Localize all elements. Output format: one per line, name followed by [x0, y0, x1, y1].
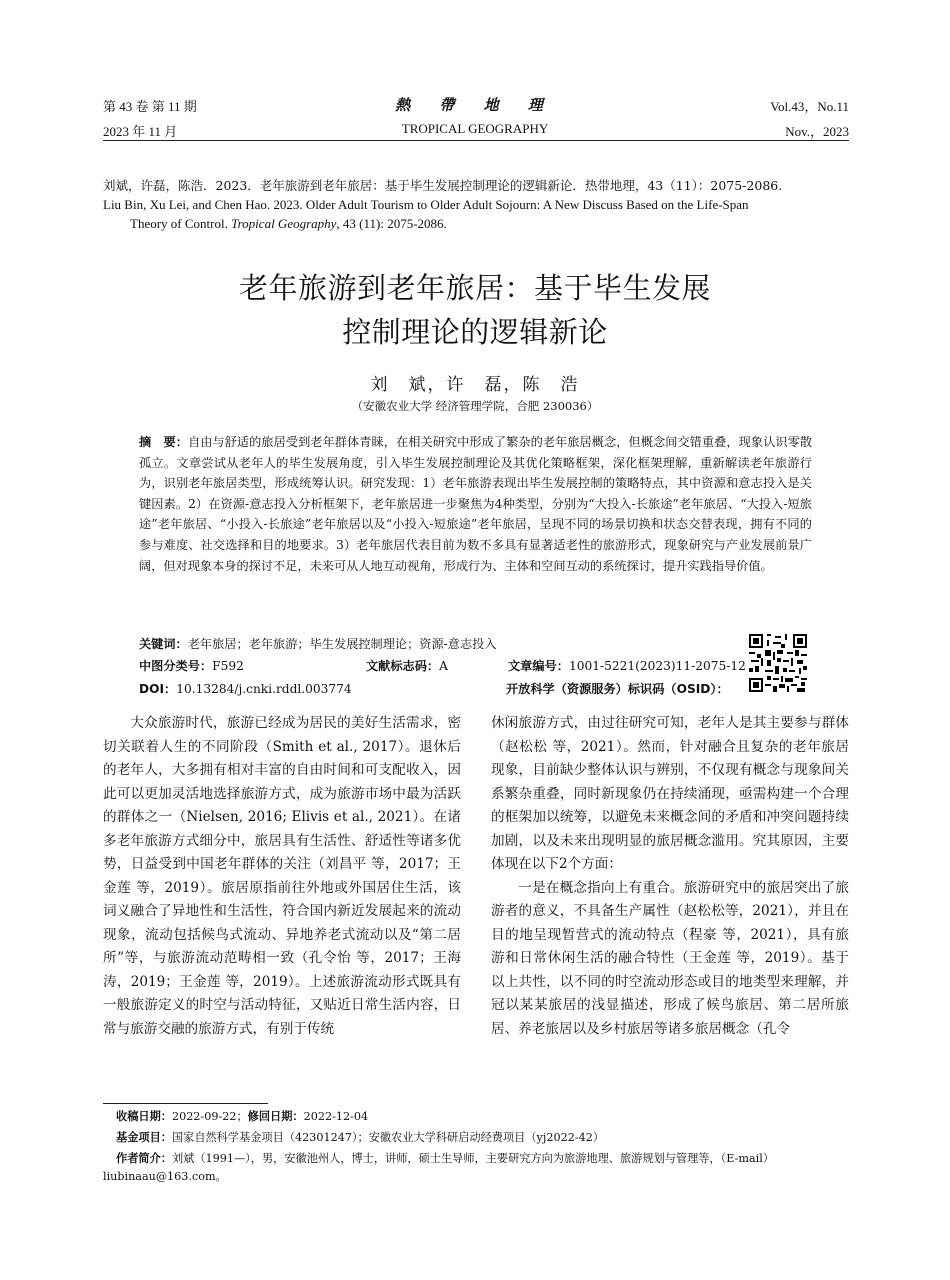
- body-paragraph-continued: 休闲旅游方式，由过往研究可知，老年人是其主要参与群体（赵松松 等，2021）。然而，针对融合且复杂的老年旅居现象，目前缺少整体认识与辨别，不仅现有概念与现象间关系繁杂重叠，同时新现象仍在持续涌现，亟需构建一个合理的框架加以统筹，以避免未来概念间的矛盾和冲突问题持续加剧，以及未来出现明显的旅居概念滥用。究其原因，主要体现在以下2个方面：: [491, 715, 849, 872]
- footnote-rule: [103, 1103, 268, 1104]
- body-paragraph: 一是在概念指向上有重合。旅游研究中的旅居突出了旅游者的意义，不具备生产属性（赵松松等，2021），并且在目的地呈现暂营式的流动特点（程豪 等，2021），具有旅游和日常休闲生活的融合特性（王金莲 等，2019）。基于以上共性，以不同的时空流动形态或目的地类型来理解，并冠以某某旅居的浅显描述，形成了候鸟旅居、第二居所旅居、养老旅居以及乡村旅居等诸多旅居概念（孔令: [491, 879, 849, 1037]
- journal-name-en: TROPICAL GEOGRAPHY: [401, 121, 549, 136]
- abstract-label: 摘 要：: [139, 435, 188, 449]
- footnote-dates: 收稿日期：2022-09-22；修回日期：2022-12-04: [116, 1110, 369, 1123]
- abstract-text: 自由与舒适的旅居受到老年群体青睐，在相关研究中形成了繁杂的老年旅居概念，但概念间交错重叠，现象认识零散孤立。文章尝试从老年人的毕生发展角度，引入毕生发展控制理论及其优化策略框架，深化框架理解，重新解读老年旅游行为，识别老年旅居类型，形成统筹认识。研究发现：1）老年旅游表现出毕生发展控制的策略特点，其中资源和意志投入是关键因素。2）在资源-意志投入分析框架下，老年旅居进一步聚焦为4种类型，分别为“大投入-长旅途”老年旅居、“大投入-短旅途”老年旅居、“小投入-长旅途”老年旅居以及“小投入-短旅途”老年旅居，呈现不同的场景切换和状态交替表现，拥有不同的参与难度、社交选择和目的地要求。3）老年旅居代表目前为数不多具有显著适老性的旅游形式，现象研究与产业发展前景广阔，但对现象本身的探讨不足，未来可从人地互动视角，形成行为、主体和空间互动的系统探讨，提升实践指导价值。: [139, 435, 813, 573]
- citation-en-line2: Theory of Control. Tropical Geography, 43 (11): 2075-2086.: [130, 216, 447, 231]
- article-number: 文章编号：1001-5221(2023)11-2075-12: [508, 659, 746, 673]
- document-code: 文献标志码：A: [366, 659, 448, 673]
- footnote-author-email: liubinaau@163.com。: [103, 1170, 227, 1183]
- journal-name-cn: 熱 帶 地 理: [395, 96, 555, 114]
- qr-code-icon[interactable]: [749, 634, 807, 692]
- authors: 刘 斌，许 磊，陈 浩: [370, 375, 580, 395]
- body-paragraph: 大众旅游时代，旅游已经成为居民的美好生活需求，密切关联着人生的不同阶段（Smith et al., 2017）。退休后的老年人，大多拥有相对丰富的自由时间和可支配收入，因此可以更加灵活地选择旅游方式，成为旅游市场中最为活跃的群体之一（Nielsen, 2016; Elivis et al., 2021）。在诸多老年旅游方式细分中，旅居具有生活性、舒适性等诸多优势，日益受到中国老年群体的关注（刘昌平 等，2017；王金莲 等，2019）。旅居原指前往外地或外国居住生活，该词义融合了异地性和生活性，符合国内新近发展起来的流动现象，流动包括候鸟式流动、异地养老式流动以及“第二居所”等，与旅游流动范畴相一致（孔令怡 等，2017；王海涛，2019；王金莲 等，2019）。上述旅游流动形式既具有一般旅游定义的时空与活动特征，又贴近日常生活内容，日常与旅游交融的旅游方式，有别于传统: [103, 715, 461, 1037]
- volume-issue-cn: 第 43 卷 第 11 期: [103, 99, 197, 114]
- clc-number: 中图分类号：F592: [139, 659, 244, 673]
- body-left-column: [103, 712, 461, 1041]
- affiliation: （安徽农业大学 经济管理学院，合肥 230036）: [351, 399, 599, 413]
- citation-en-line1: Liu Bin, Xu Lei, and Chen Hao. 2023. Older Adult Tourism to Older Adult Sojourn: A New Discuss Based on the Life-Span: [103, 197, 749, 212]
- body-right-column: [491, 712, 849, 1041]
- osid-label: 开放科学（资源服务）标识码（OSID）：: [506, 682, 729, 696]
- citation-cn: 刘斌，许磊，陈浩．2023．老年旅游到老年旅居：基于毕生发展控制理论的逻辑新论．热带地理，43（11）：2075-2086.: [103, 178, 783, 193]
- date-en: Nov.，2023: [785, 124, 849, 139]
- date-cn: 2023 年 11 月: [103, 124, 178, 139]
- volume-issue-en: Vol.43，No.11: [770, 99, 849, 114]
- doi: DOI：10.13284/j.cnki.rddl.003774: [139, 682, 352, 696]
- article-title-line2: 控制理论的逻辑新论: [342, 315, 608, 349]
- footnote-fund: 基金项目：国家自然科学基金项目（42301247）；安徽农业大学科研启动经费项目（yj2022-42）: [116, 1131, 605, 1144]
- abstract: [139, 432, 812, 576]
- article-title-line1: 老年旅游到老年旅居：基于毕生发展: [238, 271, 711, 305]
- footnote-author: 作者简介：刘斌（1991—），男，安徽池州人，博士，讲师，硕士生导师，主要研究方向为旅游地理、旅游规划与管理等，（E-mail）: [116, 1152, 775, 1165]
- keywords: 关键词：老年旅居；老年旅游；毕生发展控制理论；资源-意志投入: [139, 637, 497, 651]
- header-rule: [103, 140, 849, 141]
